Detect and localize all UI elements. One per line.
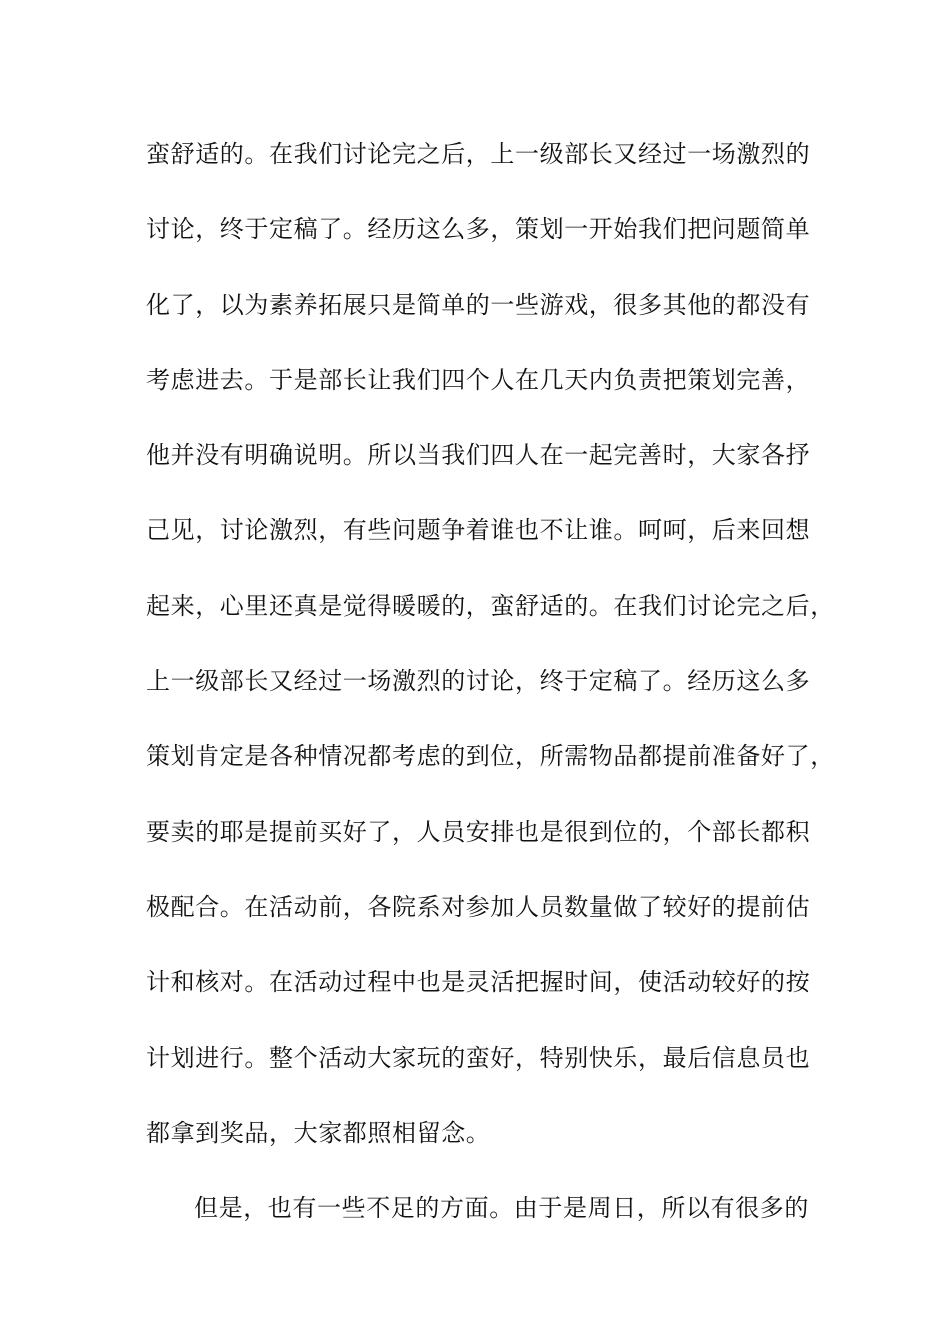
text-line-9: 策划肯定是各种情况都考虑的到位，所需物品都提前准备好了， (146, 742, 835, 771)
text-line-8: 上一级部长又经过一场激烈的讨论，终于定稿了。经历这么多 (146, 667, 811, 696)
text-line-7: 起来，心里还真是觉得暖暖的，蛮舒适的。在我们讨论完之后， (146, 591, 835, 620)
text-line-14: 都拿到奖品，大家都照相留念。 (146, 1118, 491, 1147)
text-line-6: 己见，讨论激烈，有些问题争着谁也不让谁。呵呵，后来回想 (146, 516, 811, 545)
text-line-1: 蛮舒适的。在我们讨论完之后，上一级部长又经过一场激烈的 (146, 140, 811, 168)
text-line-13: 计划进行。整个活动大家玩的蛮好，特别快乐，最后信息员也 (146, 1043, 811, 1072)
paragraph-start-line: 但是，也有一些不足的方面。由于是周日，所以有很多的 (194, 1194, 809, 1223)
text-line-12: 计和核对。在活动过程中也是灵活把握时间，使活动较好的按 (146, 968, 811, 997)
text-line-10: 要卖的耶是提前买好了，人员安排也是很到位的，个部长都积 (146, 817, 811, 846)
text-line-11: 极配合。在活动前，各院系对参加人员数量做了较好的提前估 (146, 892, 811, 921)
text-line-4: 考虑进去。于是部长让我们四个人在几天内负责把策划完善， (146, 365, 811, 394)
body-text (146, 131, 836, 1260)
text-line-5: 他并没有明确说明。所以当我们四人在一起完善时，大家各抒 (146, 441, 811, 470)
text-line-3: 化了，以为素养拓展只是简单的一些游戏，很多其他的都没有 (146, 290, 811, 319)
text-line-2: 讨论，终于定稿了。经历这么多，策划一开始我们把问题简单 (146, 215, 811, 244)
